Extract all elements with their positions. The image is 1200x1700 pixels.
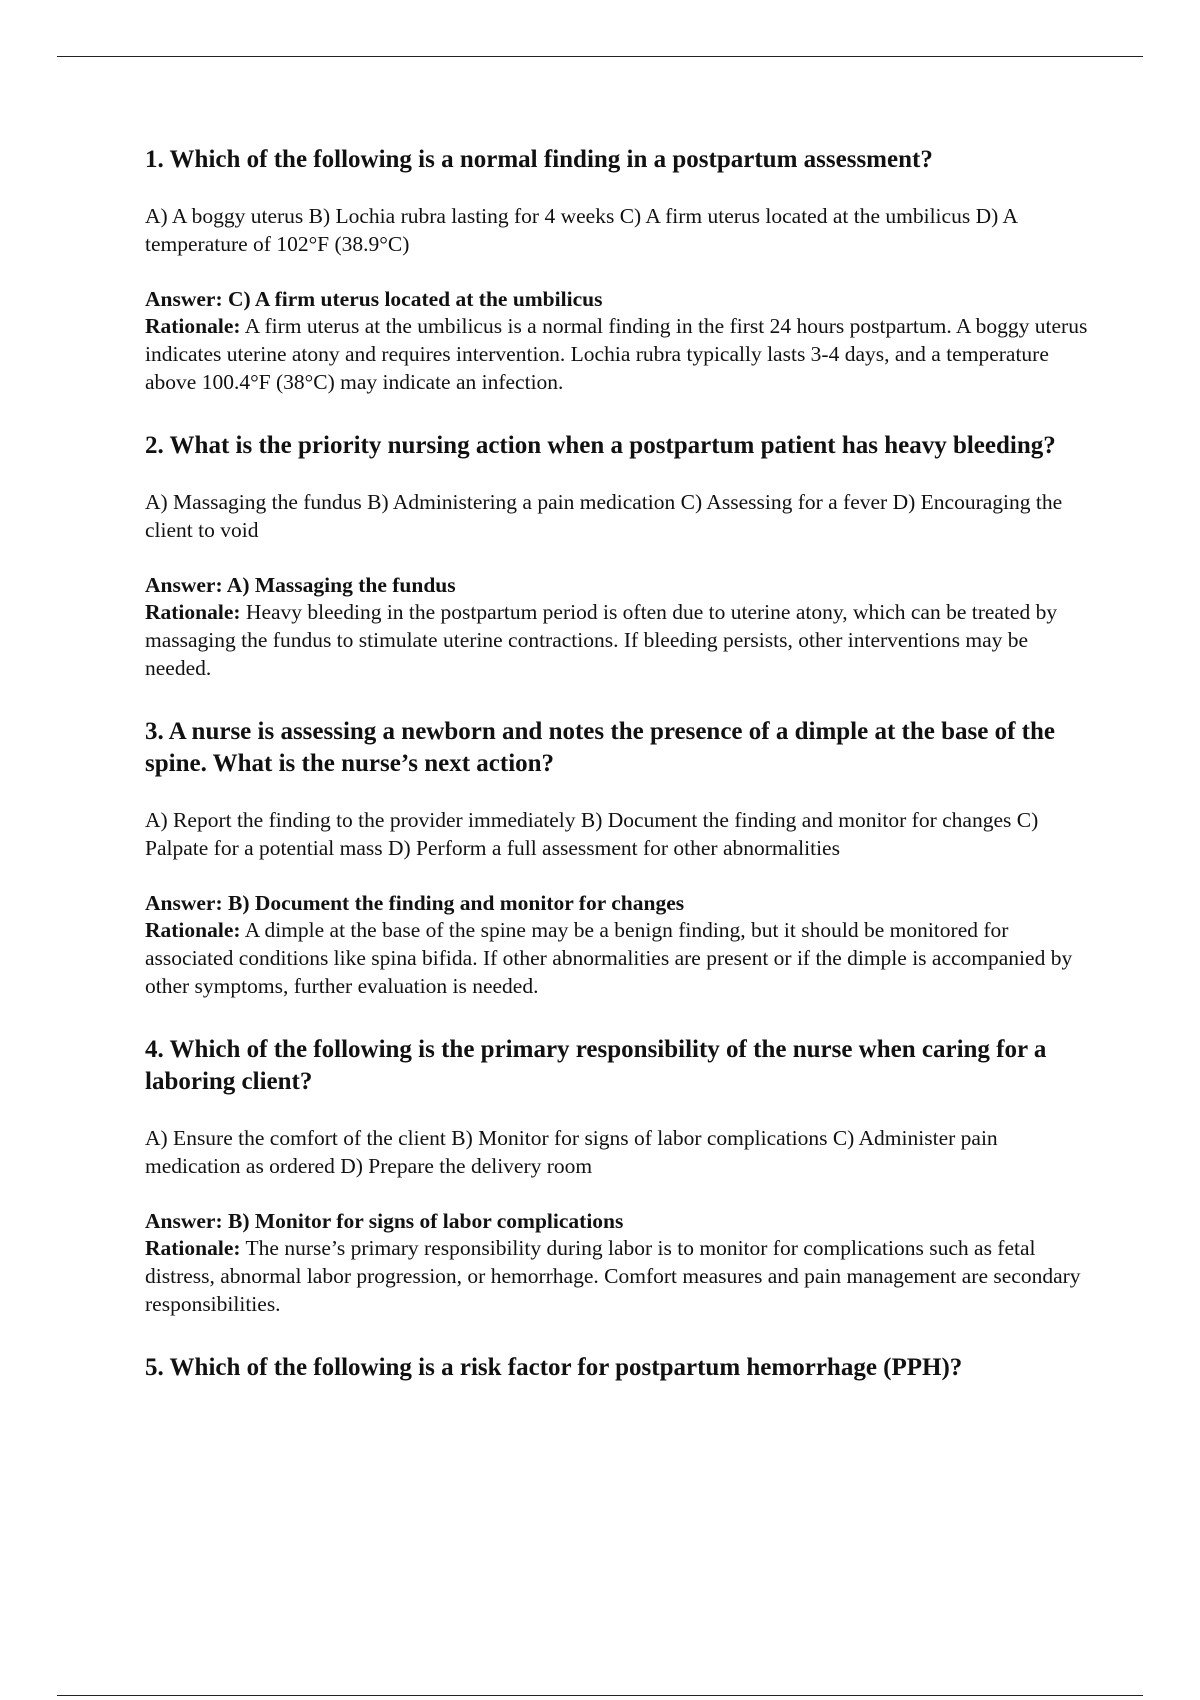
rationale-label: Rationale: bbox=[145, 918, 241, 942]
page-top-rule bbox=[57, 56, 1143, 57]
question-block-5 bbox=[145, 1352, 1090, 1384]
rationale-text: A dimple at the base of the spine may be a benign finding, but it should be monitored for associated conditions like spina bifida. If other abnormalities are present or if the dimple is accompanied by other symptoms, further evaluation is needed. bbox=[145, 918, 1073, 998]
answer-options: A) Report the finding to the provider immediately B) Document the finding and monitor for changes C) Palpate for a potential mass D) Perform a full assessment for other abnormalities bbox=[145, 808, 1039, 860]
rationale bbox=[145, 916, 1090, 1000]
question-heading: 2. What is the priority nursing action when a postpartum patient has heavy bleeding? bbox=[145, 432, 1056, 459]
question-heading: 4. Which of the following is the primary responsibility of the nurse when caring for a laboring client? bbox=[145, 1036, 1047, 1095]
rationale-text: A firm uterus at the umbilicus is a normal finding in the first 24 hours postpartum. A boggy uterus indicates uterine atony and requires intervention. Lochia rubra typically lasts 3-4 days, and a temperature above 100.4°F (38°C) may indicate an infection. bbox=[145, 314, 1088, 394]
question-heading: 1. Which of the following is a normal finding in a postpartum assessment? bbox=[145, 146, 933, 173]
rationale-text: The nurse’s primary responsibility during labor is to monitor for complications such as fetal distress, abnormal labor progression, or hemorrhage. Comfort measures and pain management are secondary responsibilities. bbox=[145, 1236, 1081, 1316]
question-block-1 bbox=[145, 144, 1090, 396]
rationale bbox=[145, 1234, 1090, 1318]
rationale-label: Rationale: bbox=[145, 314, 241, 338]
question-block-4 bbox=[145, 1034, 1090, 1318]
rationale bbox=[145, 598, 1090, 682]
document-body bbox=[145, 144, 1090, 1418]
rationale bbox=[145, 312, 1090, 396]
question-heading: 5. Which of the following is a risk factor for postpartum hemorrhage (PPH)? bbox=[145, 1354, 963, 1381]
correct-answer: Answer: C) A firm uterus located at the umbilicus bbox=[145, 287, 603, 311]
rationale-label: Rationale: bbox=[145, 1236, 241, 1260]
rationale-label: Rationale: bbox=[145, 600, 241, 624]
correct-answer: Answer: B) Document the finding and monitor for changes bbox=[145, 891, 685, 915]
question-block-3 bbox=[145, 716, 1090, 1000]
rationale-text: Heavy bleeding in the postpartum period is often due to uterine atony, which can be treated by massaging the fundus to stimulate uterine contractions. If bleeding persists, other interventions may be needed. bbox=[145, 600, 1058, 680]
correct-answer: Answer: A) Massaging the fundus bbox=[145, 573, 456, 597]
question-block-2 bbox=[145, 430, 1090, 682]
answer-options: A) Ensure the comfort of the client B) Monitor for signs of labor complications C) Administer pain medication as ordered D) Prepare the delivery room bbox=[145, 1126, 998, 1178]
answer-options: A) Massaging the fundus B) Administering a pain medication C) Assessing for a fever D) Encouraging the client to void bbox=[145, 490, 1063, 542]
page-bottom-rule bbox=[57, 1695, 1143, 1696]
question-heading: 3. A nurse is assessing a newborn and notes the presence of a dimple at the base of the spine. What is the nurse’s next action? bbox=[145, 718, 1055, 777]
answer-options: A) A boggy uterus B) Lochia rubra lasting for 4 weeks C) A firm uterus located at the umbilicus D) A temperature of 102°F (38.9°C) bbox=[145, 204, 1017, 256]
correct-answer: Answer: B) Monitor for signs of labor complications bbox=[145, 1209, 624, 1233]
